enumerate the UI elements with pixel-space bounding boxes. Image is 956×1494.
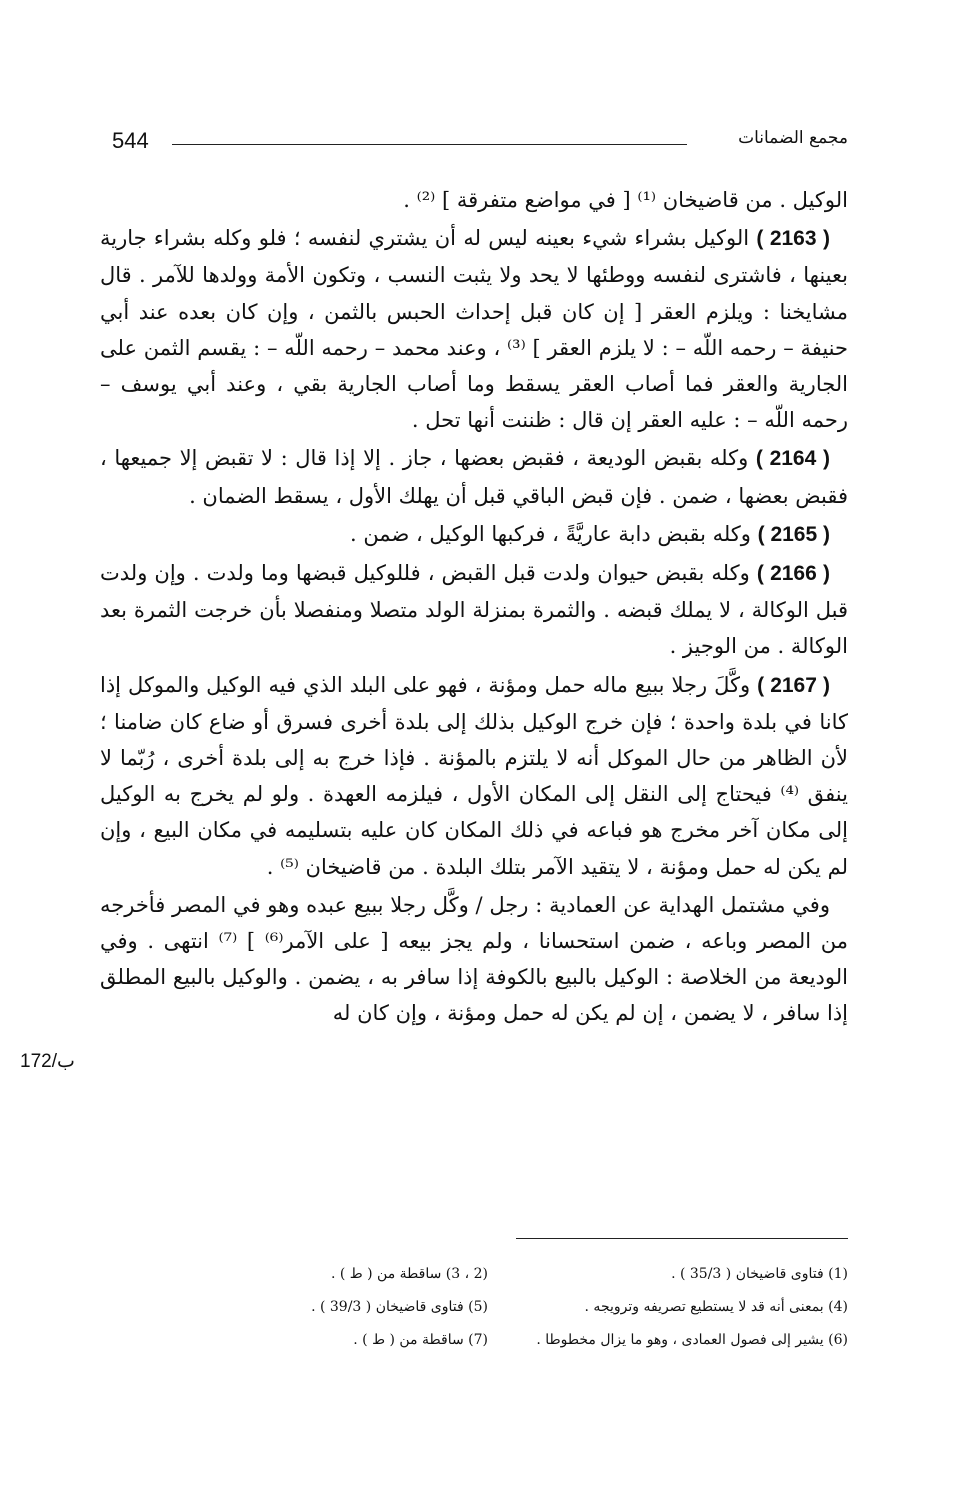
entry-number: ( 2164 )	[755, 447, 830, 471]
paragraph	[100, 516, 848, 553]
footnote: (5) فتاوى قاضيخان ( 39/3 ) .	[311, 1299, 488, 1315]
entry-number: ( 2167 )	[757, 673, 831, 697]
footnote-rule	[516, 1238, 848, 1239]
entry-number: ( 2166 )	[756, 562, 831, 586]
paragraph-text: وكله بقبض حيوان ولدت قبل القبض ، فللوكيل قبضها وما ولدت . وإن ولدت قبل الوكالة ، لا يملك قبضه . والثمرة بمنزلة الولد متصلا ومنفصلا بأن خرجت الثمرة بعد الوكالة . من الوجيز .	[100, 561, 849, 659]
paragraph	[100, 220, 848, 438]
paragraph-text: وكله بقبض دابة عاريَّةً ، فركبها الوكيل ، ضمن .	[349, 521, 751, 546]
header-rule	[172, 144, 687, 145]
entry-number: ( 2165 )	[757, 522, 830, 546]
margin-folio-reference: 172/ب	[20, 1051, 75, 1072]
paragraph	[100, 440, 848, 513]
footnote: (7) ساقطة من ( ط ) .	[353, 1332, 488, 1348]
paragraph-text: وكَّلَ رجلا ببيع ماله حمل ومؤنة ، فهو على البلد الذي فيه الوكيل والموكل إذا كانا في بلدة واحدة ؛ فإن خرج الوكيل بذلك إلى بلدة أخرى فسرق أو ضاع كان ضامنا ؛ لأن الظاهر من حال الموكل أنه لا يلتزم بالمؤنة . فإذا خرج به إلى بلدة أخرى ، رُبّما لا ينفق ⁽⁴⁾ فيحتاج إلى النقل إلى المكان الأول ، فيلزمه العهدة . ولو لم يخرج به الوكيل إلى مكان آخر مخرج هو فباعه في ذلك المكان كان عليه بتسليمه في مكان البيع ، وإن لم يكن له حمل ومؤنة ، لا يتقيد الآمر بتلك البلدة . من قاضيخان ⁽⁵⁾ .	[100, 672, 848, 879]
footnote: (2 ، 3) ساقطة من ( ط ) .	[330, 1266, 488, 1282]
footnote: (1) فتاوى قاضيخان ( 35/3 ) .	[671, 1266, 848, 1282]
paragraph	[100, 667, 848, 885]
paragraph-text: وكله بقبض الوديعة ، فقبض بعضها ، جاز . إلا إذا قال : لا تقبض إلا جميعها ، فقبض بعضها ، ضمن . فإن قبض الباقي قبل أن يهلك الأول ، يسقط الضمان .	[100, 446, 848, 508]
paragraph	[100, 182, 848, 218]
paragraph-text: الوكيل بشراء شيء بعينه ليس له أن يشتري لنفسه ؛ فلو وكله بشراء جارية بعينها ، فاشترى لنفسه ووطئها لا يحد ولا يثبت النسب ، وتكون الأمة وولدها للآمر . قال مشايخنا : ويلزم العقر [ إن كان قبل إحداث الحبس بالثمن ، وإن كان بعده عند أبي حنيفة – رحمه اللّه – : لا يلزم العقر ] ⁽³⁾ ، وعند محمد – رحمه اللّه – : يقسم الثمن على الجارية والعقر فما أصاب العقر يسقط وما أصاب الجارية بقي ، وعند أبي يوسف – رحمه اللّه – : عليه العقر إن قال : ظننت أنها تحل .	[100, 226, 848, 433]
body-text	[100, 182, 848, 1034]
paragraph	[100, 555, 848, 665]
footnote: (4) بمعنى أنه قد لا يستطيع تصريفه وترويجه .	[584, 1299, 848, 1315]
footnote-row	[100, 1291, 848, 1324]
page-number: 544	[112, 128, 149, 153]
footnote: (6) يشير إلى فصول العمادى ، وهو ما يزال مخطوطا .	[536, 1332, 848, 1348]
entry-number: ( 2163 )	[756, 227, 830, 251]
paragraph-text: وفي مشتمل الهداية عن العمادية : رجل / وكَّل رجلا ببيع عبده وهو في المصر فأخرجه من المصر وباعه ، ضمن استحسانا ، ولم يجز بيعه [ على الآمر⁽⁶⁾ ] ⁽⁷⁾ انتهى . وفي الوديعة من الخلاصة : الوكيل بالبيع بالكوفة إذا سافر به ، يضمن . والوكيل بالبيع المطلق إذا سافر ، لا يضمن ، إن لم يكن له حمل ومؤنة ، وإن كان له	[100, 892, 848, 1026]
paragraph	[100, 887, 848, 1032]
footnotes	[100, 1258, 848, 1357]
running-title: مجمع الضمانات	[738, 128, 848, 148]
footnote-row	[100, 1258, 848, 1291]
page-header	[112, 128, 848, 164]
paragraph-text: الوكيل . من قاضيخان ⁽¹⁾ [ في مواضع متفرقة ] ⁽²⁾ .	[403, 188, 848, 212]
footnote-row	[100, 1324, 848, 1357]
